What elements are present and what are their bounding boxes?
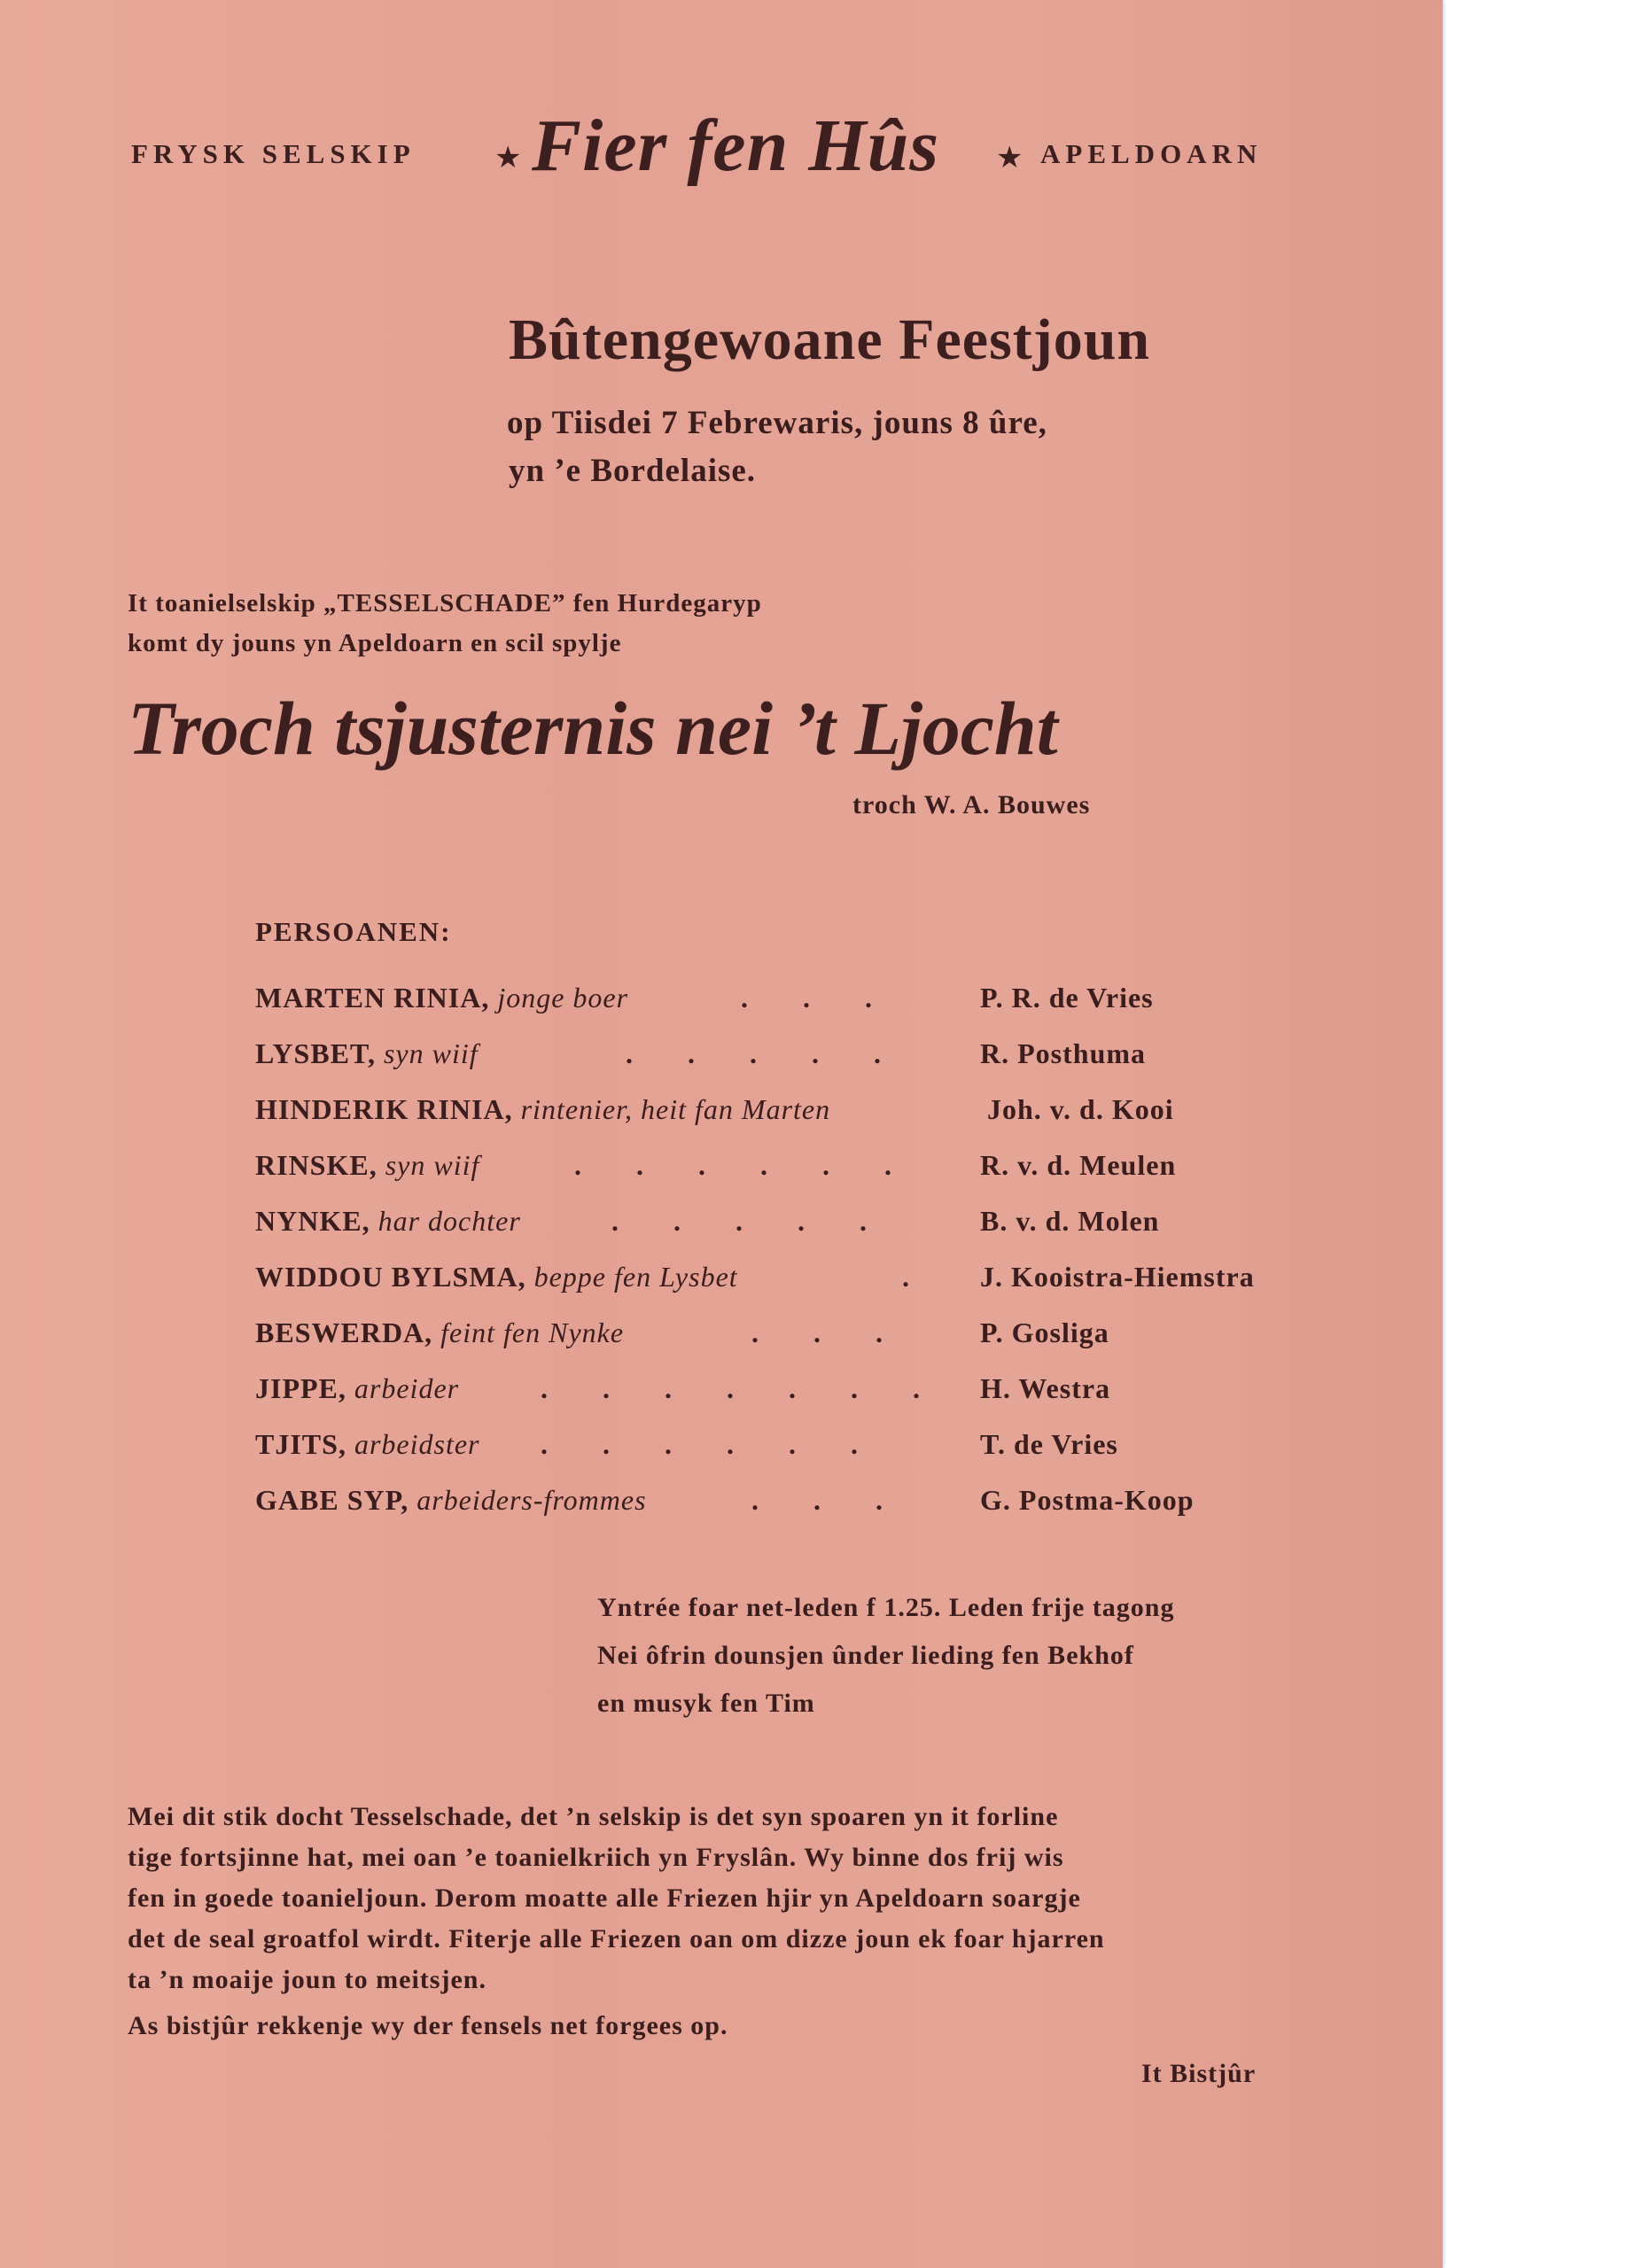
closing-line: Mei dit stik docht Tesselschade, det ’n selskip is det syn spoaren yn it forline (128, 1802, 1059, 1831)
cast-actor: T. de Vries (980, 1428, 1118, 1460)
admission-line-3: en musyk fen Tim (597, 1689, 815, 1718)
closing-line: det de seal groatfol wirdt. Fiterje alle Friezen oan om dizze joun ek foar hjarren (128, 1924, 1105, 1953)
intro-line-2: komt dy jouns yn Apeldoarn en scil spylje (128, 629, 622, 657)
cast-leader-dots: . . . . . (626, 1037, 883, 1069)
header-right-text: APELDOARN (1040, 138, 1263, 169)
cast-row (255, 1037, 1283, 1076)
closing-last-line: As bistjûr rekkenje wy der fensels net forgees op. (128, 2011, 728, 2040)
cast-actor: Joh. v. d. Kooi (987, 1093, 1174, 1125)
star-icon: ★ (494, 142, 522, 175)
star-icon: ★ (996, 142, 1023, 175)
closing-line: fen in goede toanieljoun. Derom moatte alle Friezen hjir yn Apeldoarn soargje (128, 1884, 1081, 1913)
intro-line-1: It toanielselskip „TESSELSCHADE” fen Hurdegaryp (128, 589, 762, 617)
cast-row (255, 1261, 1283, 1300)
closing-line: ta ’n moaije joun to meitsjen. (128, 1965, 486, 1994)
cast-actor: G. Postma-Koop (980, 1484, 1195, 1516)
cast-role: TJITS, arbeidster (255, 1428, 480, 1460)
signature: It Bistjûr (1141, 2059, 1257, 2088)
play-title: Troch tsjusternis nei ’t Ljocht (128, 686, 1058, 771)
cast-actor: P. Gosliga (980, 1317, 1109, 1348)
header-title: Fier fen Hûs (532, 105, 940, 187)
admission-line-2: Nei ôfrin dounsjen ûnder lieding fen Bekhof (597, 1641, 1134, 1670)
cast-actor: H. Westra (980, 1372, 1111, 1404)
cast-actor: R. v. d. Meulen (980, 1149, 1177, 1181)
event-where: yn ’e Bordelaise. (509, 453, 757, 489)
cast-leader-dots: . . . (741, 982, 874, 1014)
cast-role: LYSBET, syn wiif (255, 1037, 479, 1069)
cast-actor: J. Kooistra-Hiemstra (980, 1261, 1255, 1293)
cast-row (255, 1484, 1283, 1523)
cast-row (255, 1317, 1283, 1355)
cast-role: RINSKE, syn wiif (255, 1149, 480, 1181)
cast-role: GABE SYP, arbeiders-frommes (255, 1484, 647, 1516)
cast-leader-dots: . (902, 1261, 911, 1293)
cast-row (255, 1428, 1283, 1467)
play-author: troch W. A. Bouwes (852, 790, 1091, 819)
cast-role: JIPPE, arbeider (255, 1372, 460, 1404)
cast-leader-dots: . . . . . (611, 1205, 868, 1237)
cast-role: MARTEN RINIA, jonge boer (255, 982, 629, 1014)
header-left-text: FRYSK SELSKIP (131, 138, 416, 169)
cast-leader-dots: . . . . . . (574, 1149, 893, 1181)
closing-line: tige fortsjinne hat, mei oan ’e toanielkriich yn Fryslân. Wy binne dos frij wis (128, 1843, 1064, 1872)
cast-row (255, 1205, 1283, 1244)
cast-heading: PERSOANEN: (255, 916, 452, 947)
cast-row (255, 1149, 1283, 1188)
cast-role: NYNKE, har dochter (255, 1205, 521, 1237)
closing-paragraph (128, 1797, 1105, 2000)
cast-leader-dots: . . . . . . (541, 1428, 860, 1460)
cast-role: BESWERDA, feint fen Nynke (255, 1317, 625, 1348)
cast-actor: B. v. d. Molen (980, 1205, 1160, 1237)
cast-leader-dots: . . . (751, 1317, 884, 1348)
event-title: Bûtengewoane Feestjoun (509, 307, 1151, 372)
cast-leader-dots: . . . . . . . (541, 1372, 922, 1404)
cast-row (255, 1372, 1283, 1411)
cast-leader-dots: . . . (751, 1484, 884, 1516)
cast-row (255, 1093, 1283, 1132)
cast-actor: P. R. de Vries (980, 982, 1154, 1014)
cast-actor: R. Posthuma (980, 1037, 1147, 1069)
cast-role: HINDERIK RINIA, rintenier, heit fan Marten (255, 1093, 831, 1125)
admission-line-1: Yntrée foar net-leden f 1.25. Leden frije tagong (597, 1593, 1175, 1622)
event-when: op Tiisdei 7 Febrewaris, jouns 8 ûre, (507, 405, 1047, 441)
cast-role: WIDDOU BYLSMA, beppe fen Lysbet (255, 1261, 738, 1293)
cast-row (255, 982, 1283, 1021)
